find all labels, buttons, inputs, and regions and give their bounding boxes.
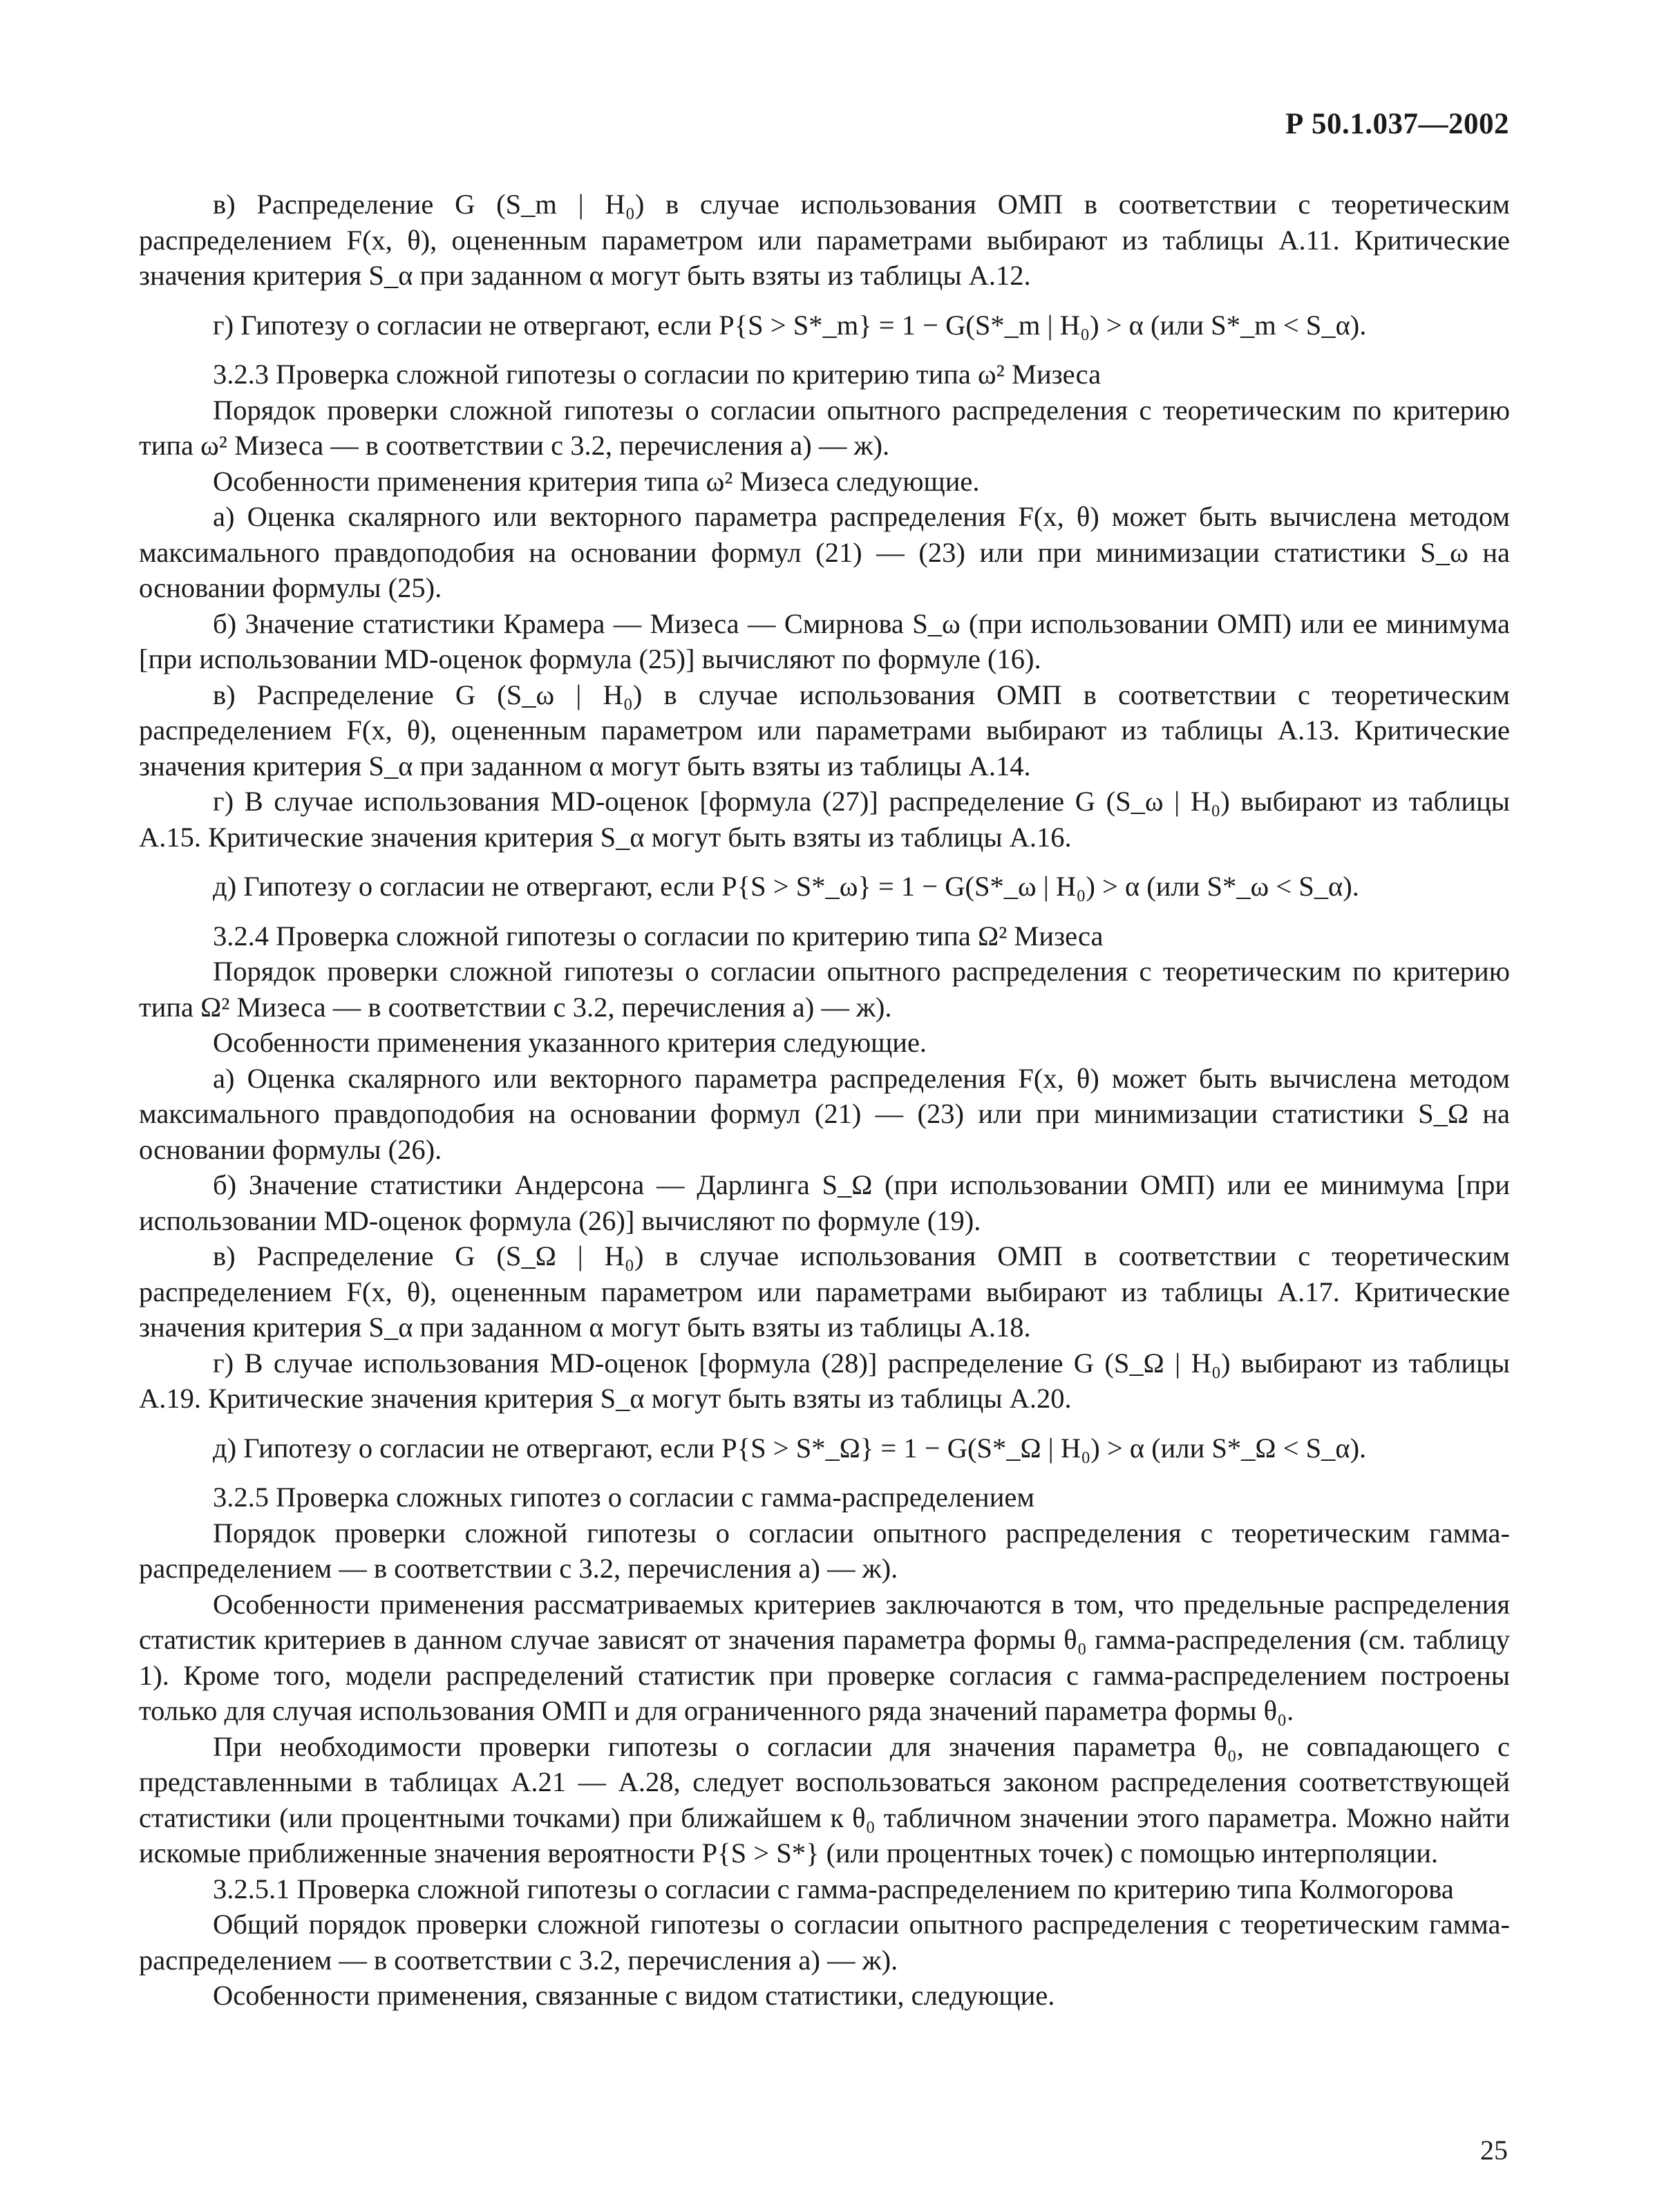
- page-number: 25: [1480, 2135, 1508, 2166]
- paragraph: а) Оценка скалярного или векторного параметра распределения F(x, θ) может быть вычислена методом максимального правдоподобия на основании формул (21) — (23) или при минимизации статистики S_Ω на основании формулы (26).: [139, 1062, 1510, 1165]
- document-body: [139, 187, 1510, 2014]
- paragraph: При необходимости проверки гипотезы о согласии для значения параметра θ₀, не совпадающего с представленными в таблицах А.21 — А.28, следует воспользоваться законом распределения соответствующей статистики (или процентными точками) при ближайшем к θ₀ табличном значении этого параметра. Можно найти искомые приближенные значения вероятности P{S > S*} (или процентных точек) с помощью интерполяции.: [139, 1730, 1510, 1869]
- paragraph: г) В случае использования MD-оценок [формула (27)] распределение G (S_ω | H₀) выбирают из таблицы А.15. Критические значения критерия S_α могут быть взяты из таблицы А.16.: [139, 786, 1510, 853]
- paragraph: в) Распределение G (S_ω | H₀) в случае использования ОМП в соответствии с теоретическим распределением F(x, θ), оцененным параметром или параметрами выбирают из таблицы А.13. Критические значения критерия S_α при заданном α могут быть взяты из таблицы А.14.: [139, 679, 1510, 782]
- section-heading: 3.2.5.1 Проверка сложной гипотезы о согласии с гамма-распределением по критерию типа Колмогорова: [213, 1873, 1454, 1904]
- formula-line: д) Гипотезу о согласии не отвергают, если P{S > S*_ω} = 1 − G(S*_ω | H₀) > α (или S*_ω < S_α).: [213, 871, 1359, 902]
- paragraph: Порядок проверки сложной гипотезы о согласии опытного распределения с теоретическим по критерию типа ω² Мизеса — в соответствии с 3.2, перечисления а) — ж).: [139, 394, 1510, 461]
- paragraph: Общий порядок проверки сложной гипотезы о согласии опытного распределения с теоретическим гамма-распределением — в соответствии с 3.2, перечисления а) — ж).: [139, 1909, 1510, 1976]
- paragraph: б) Значение статистики Андерсона — Дарлинга S_Ω (при использовании ОМП) или ее минимума [при использовании MD-оценок формула (26)] вычисляют по формуле (19).: [139, 1169, 1510, 1236]
- formula-line: г) Гипотезу о согласии не отвергают, если P{S > S*_m} = 1 − G(S*_m | H₀) > α (или S*_m < S_α).: [213, 309, 1367, 341]
- paragraph: г) В случае использования MD-оценок [формула (28)] распределение G (S_Ω | H₀) выбирают из таблицы А.19. Критические значения критерия S_α могут быть взяты из таблицы А.20.: [139, 1347, 1510, 1414]
- paragraph: в) Распределение G (S_m | H₀) в случае использования ОМП в соответствии с теоретическим распределением F(x, θ), оцененным параметром или параметрами выбирают из таблицы А.11. Критические значения критерия S_α при заданном α могут быть взяты из таблицы А.12.: [139, 189, 1510, 291]
- formula-line: д) Гипотезу о согласии не отвергают, если P{S > S*_Ω} = 1 − G(S*_Ω | H₀) > α (или S*_Ω < S_α).: [213, 1432, 1367, 1464]
- paragraph: а) Оценка скалярного или векторного параметра распределения F(x, θ) может быть вычислена методом максимального правдоподобия на основании формул (21) — (23) или при минимизации статистики S_ω на основании формулы (25).: [139, 501, 1510, 603]
- section-heading: 3.2.4 Проверка сложной гипотезы о согласии по критерию типа Ω² Мизеса: [213, 920, 1104, 952]
- paragraph: Порядок проверки сложной гипотезы о согласии опытного распределения с теоретическим гамма-распределением — в соответствии с 3.2, перечисления а) — ж).: [139, 1517, 1510, 1584]
- paragraph: б) Значение статистики Крамера — Мизеса — Смирнова S_ω (при использовании ОМП) или ее минимума [при использовании MD-оценок формула (25)] вычисляют по формуле (16).: [139, 607, 1510, 674]
- paragraph: в) Распределение G (S_Ω | H₀) в случае использования ОМП в соответствии с теоретическим распределением F(x, θ), оцененным параметром или параметрами выбирают из таблицы А.17. Критические значения критерия S_α при заданном α могут быть взяты из таблицы А.18.: [139, 1240, 1510, 1343]
- paragraph: Особенности применения, связанные с видом статистики, следующие.: [213, 1980, 1055, 2011]
- paragraph: Порядок проверки сложной гипотезы о согласии опытного распределения с теоретическим по критерию типа Ω² Мизеса — в соответствии с 3.2, перечисления а) — ж).: [139, 956, 1510, 1023]
- section-heading: 3.2.3 Проверка сложной гипотезы о согласии по критерию типа ω² Мизеса: [213, 359, 1102, 390]
- document-code-header: Р 50.1.037—2002: [1285, 108, 1509, 140]
- paragraph: Особенности применения рассматриваемых критериев заключаются в том, что предельные распределения статистик критериев в данном случае зависят от значения параметра формы θ₀ гамма-распределения (см. таблицу 1). Кроме того, модели распределений статистик при проверке согласия с гамма-распределением построены только для случая использования ОМП и для ограниченного ряда значений параметра формы θ₀.: [139, 1588, 1510, 1726]
- paragraph: Особенности применения критерия типа ω² Мизеса следующие.: [213, 465, 980, 497]
- paragraph: Особенности применения указанного критерия следующие.: [213, 1027, 927, 1058]
- section-heading: 3.2.5 Проверка сложных гипотез о согласии с гамма-распределением: [213, 1482, 1034, 1513]
